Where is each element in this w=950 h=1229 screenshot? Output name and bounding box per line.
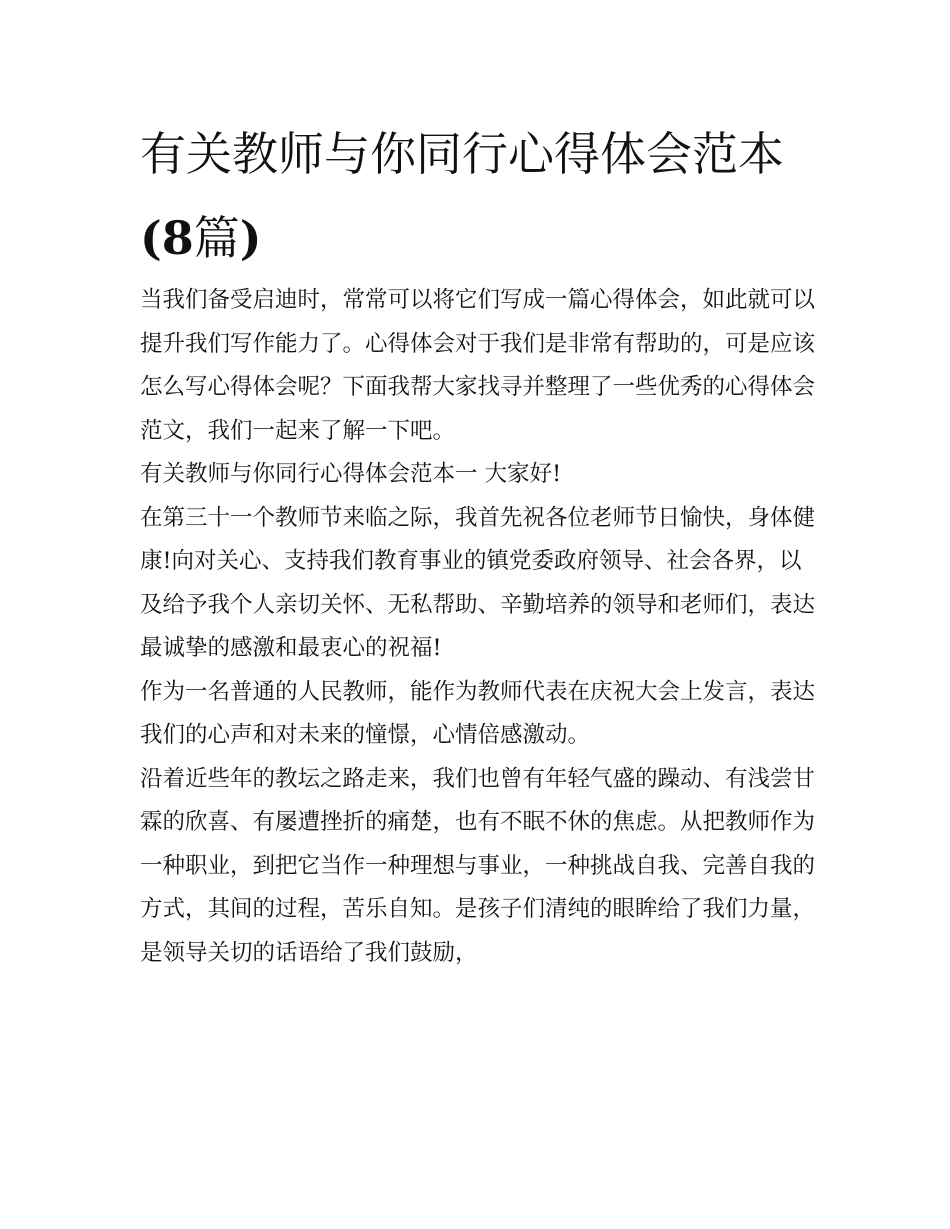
document-title: 有关教师与你同行心得体会范本(8篇): [140, 127, 784, 265]
document-body: [140, 279, 820, 975]
reflection-paragraph: 沿着近些年的教坛之路走来，我们也曾有年轻气盛的躁动、有浅尝甘霖的欣喜、有屡遭挫折的痛楚，也有不眠不休的焦虑。从把教师作为一种职业，到把它当作一种理想与事业，一种挑战自我、完善自我的方式，其间的过程，苦乐自知。是孩子们清纯的眼眸给了我们力量，是领导关切的话语给了我们鼓励，: [140, 765, 816, 966]
section-heading-paragraph: 有关教师与你同行心得体会范本一 大家好!: [140, 461, 562, 487]
speech-paragraph: 作为一名普通的人民教师，能作为教师代表在庆祝大会上发言，表达我们的心声和对未来的憧憬，心情倍感激动。: [140, 678, 816, 748]
greeting-paragraph: 在第三十一个教师节来临之际，我首先祝各位老师节日愉快，身体健康!向对关心、支持我们教育事业的镇党委政府领导、社会各界，以及给予我个人亲切关怀、无私帮助、辛勤培养的领导和老师们，表达最诚挚的感激和最衷心的祝福!: [140, 504, 816, 661]
intro-paragraph: 当我们备受启迪时，常常可以将它们写成一篇心得体会，如此就可以提升我们写作能力了。心得体会对于我们是非常有帮助的，可是应该怎么写心得体会呢？下面我帮大家找寻并整理了一些优秀的心得体会范文，我们一起来了解一下吧。: [140, 287, 816, 444]
